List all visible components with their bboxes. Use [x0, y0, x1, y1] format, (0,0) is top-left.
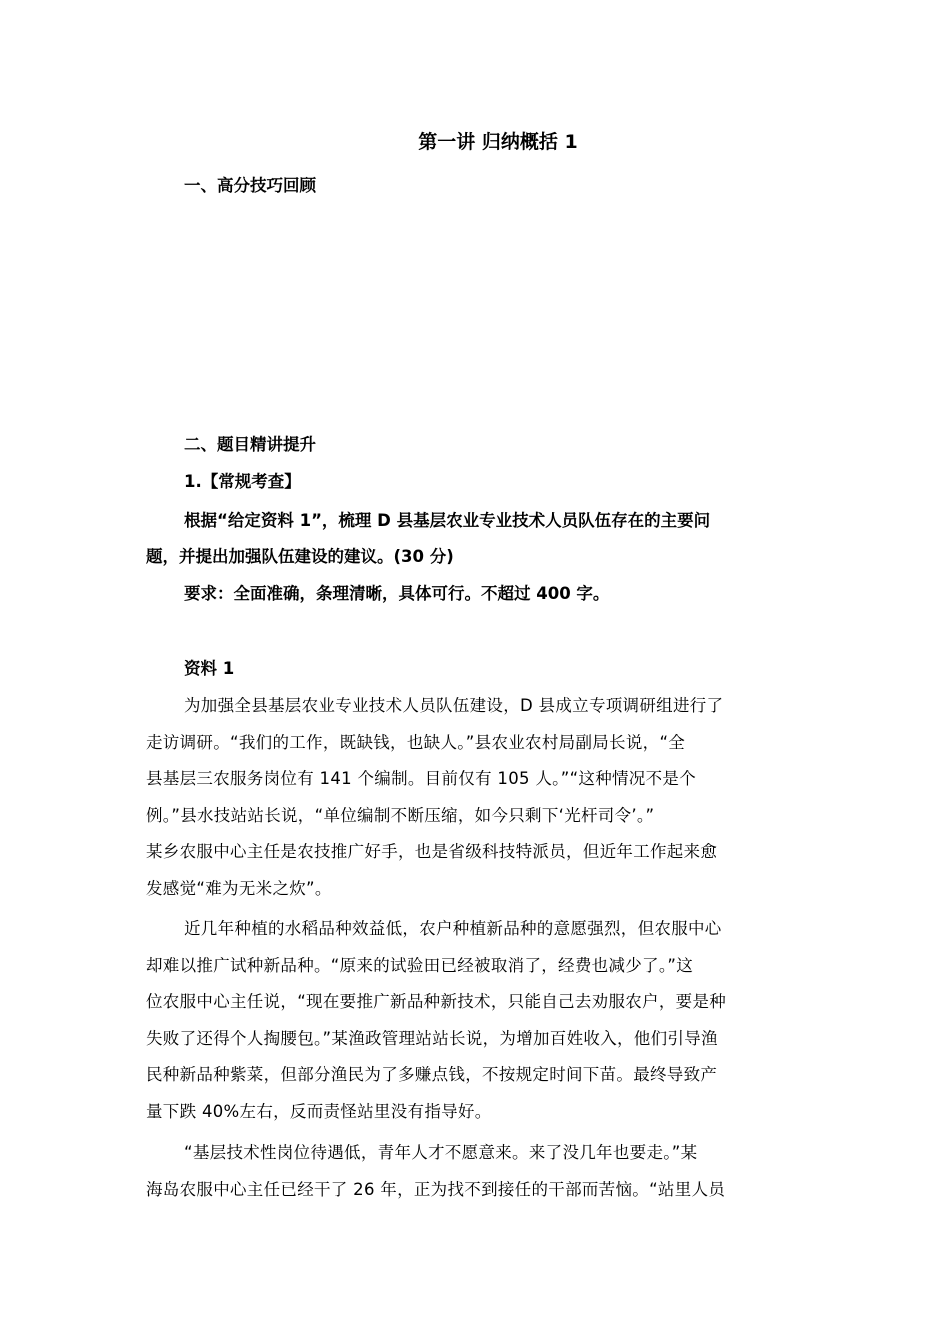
- paragraph-line: 某乡农服中心主任是农技推广好手，也是省级科技特派员，但近年工作起来愈: [146, 842, 718, 862]
- page-title: 第一讲 归纳概括 1: [418, 131, 578, 153]
- paragraph-line: 近几年种植的水稻品种效益低，农户种植新品种的意愿强烈，但农服中心: [184, 919, 722, 938]
- requirement-text: 要求：全面准确，条理清晰，具体可行。不超过 400 字。: [184, 584, 610, 603]
- paragraph-line: 民种新品种紫菜，但部分渔民为了多赚点钱，不按规定时间下苗。最终导致产: [146, 1065, 718, 1085]
- paragraph-line: 位农服中心主任说，“现在要推广新品种新技术，只能自己去劝服农户，要是种: [146, 992, 727, 1012]
- paragraph-line: 为加强全县基层农业专业技术人员队伍建设，D 县成立专项调研组进行了: [184, 696, 724, 715]
- paragraph-line: 县基层三农服务岗位有 141 个编制。目前仅有 105 人。”“这种情况不是个: [146, 769, 697, 789]
- paragraph-line: 失败了还得个人掏腰包。”某渔政管理站站长说，为增加百姓收入，他们引导渔: [146, 1028, 718, 1048]
- material-paragraph-2: [146, 911, 806, 1131]
- section-heading-review: 一、高分技巧回顾: [184, 176, 316, 195]
- question-line-1: 根据“给定资料 1”，梳理 D 县基层农业专业技术人员队伍存在的主要问: [184, 511, 711, 530]
- paragraph-line: 发感觉“难为无米之炊”。: [146, 878, 332, 898]
- paragraph-line: 例。”县水技站站长说，“单位编制不断压缩，如今只剩下‘光杆司令’。”: [146, 805, 655, 825]
- material-paragraph-1: [146, 688, 806, 908]
- paragraph-line: 却难以推广试种新品种。“原来的试验田已经被取消了，经费也减少了。”这: [146, 955, 694, 975]
- material-paragraph-3: [146, 1135, 806, 1208]
- paragraph-line: 量下跌 40%左右，反而责怪站里没有指导好。: [146, 1101, 492, 1121]
- paragraph-line: 走访调研。“我们的工作，既缺钱，也缺人。”县农业农村局副局长说，“全: [146, 732, 686, 752]
- paragraph-line: “基层技术性岗位待遇低，青年人才不愿意来。来了没几年也要走。”某: [184, 1143, 698, 1162]
- paragraph-line: 海岛农服中心主任已经干了 26 年，正为找不到接任的干部而苦恼。“站里人员: [146, 1179, 726, 1199]
- question-text: [146, 503, 806, 575]
- section-heading-practice: 二、题目精讲提升: [184, 435, 316, 454]
- subsection-heading-regular: 1.【常规考查】: [184, 472, 301, 491]
- question-line-2: 题，并提出加强队伍建设的建议。(30 分): [146, 547, 454, 566]
- material-title: 资料 1: [184, 659, 235, 678]
